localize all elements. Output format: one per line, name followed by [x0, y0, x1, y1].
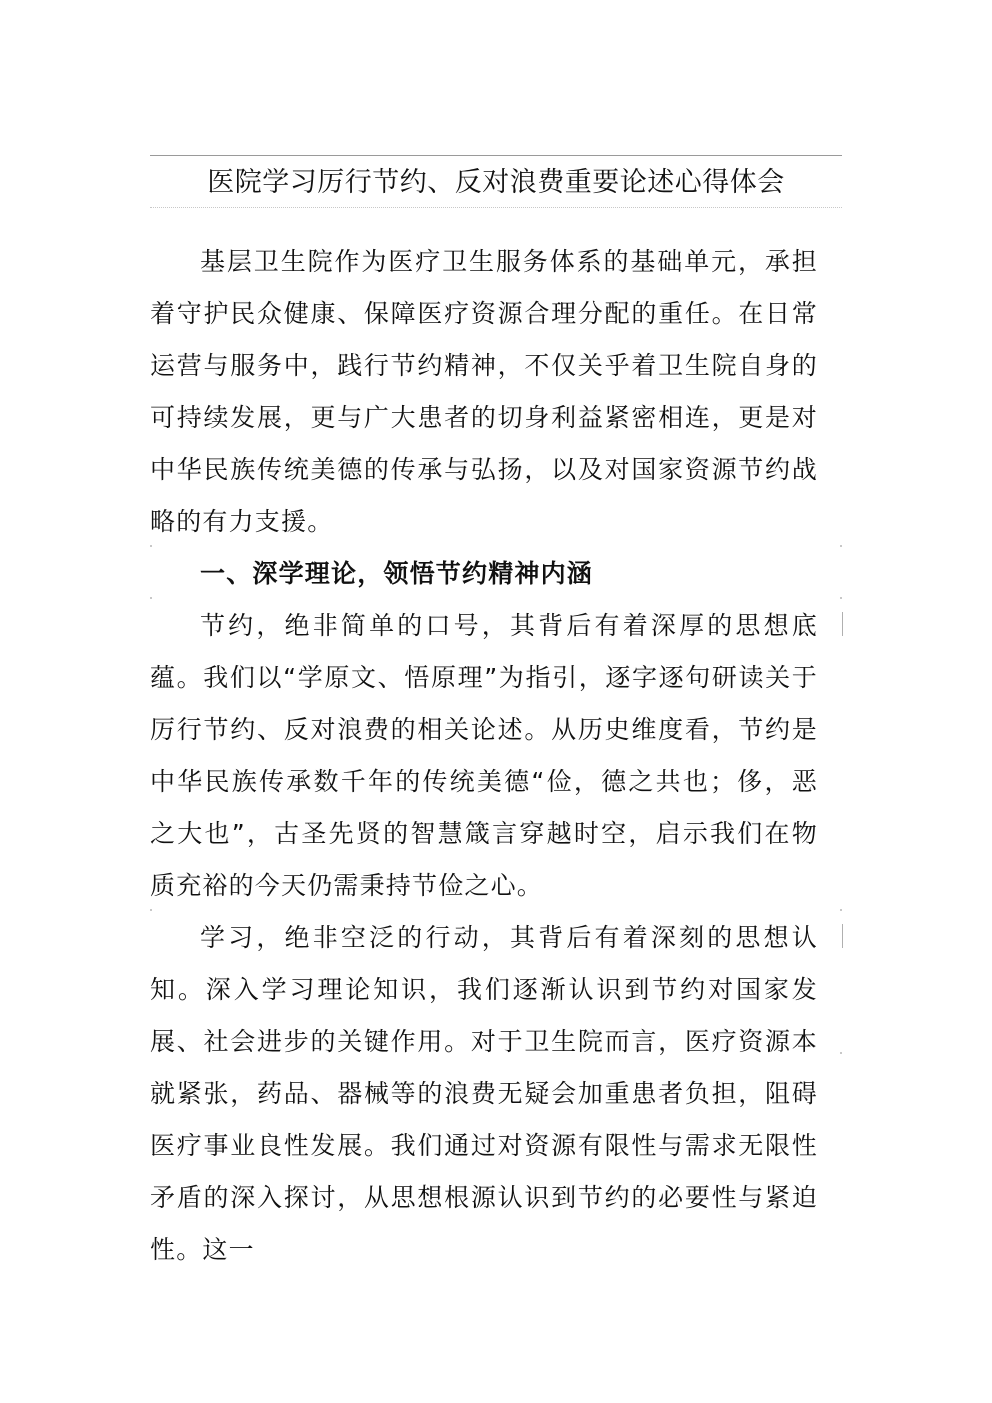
- margin-dot: [840, 597, 842, 599]
- margin-dot: [150, 909, 152, 911]
- margin-mark: [842, 612, 843, 636]
- margin-dot: [840, 1052, 842, 1054]
- margin-dot: [840, 545, 842, 547]
- section-heading-1: 一、深学理论，领悟节约精神内涵: [200, 559, 594, 588]
- margin-dot: [150, 597, 152, 599]
- paragraph-theory: 节约，绝非简单的口号，其背后有着深厚的思想底蕴。我们以“学原文、悟原理”为指引，逐字逐句研读关于厉行节约、反对浪费的相关论述。从历史维度看，节约是中华民族传承数千年的传统美德“俭，德之共也；侈，恶之大也”，古圣先贤的智慧箴言穿越时空，启示我们在物质充裕的今天仍需秉持节俭之心。: [150, 611, 818, 900]
- title-bottom-rule: [150, 207, 842, 208]
- margin-dot: [150, 545, 152, 547]
- document-title: 医院学习厉行节约、反对浪费重要论述心得体会: [207, 167, 785, 198]
- paragraph-intro: 基层卫生院作为医疗卫生服务体系的基础单元，承担着守护民众健康、保障医疗资源合理分配的重任。在日常运营与服务中，践行节约精神，不仅关乎着卫生院自身的可持续发展，更与广大患者的切身利益紧密相连，更是对中华民族传统美德的传承与弘扬，以及对国家资源节约战略的有力支援。: [150, 247, 818, 536]
- paragraph-learning: 学习，绝非空泛的行动，其背后有着深刻的思想认知。深入学习理论知识，我们逐渐认识到节约对国家发展、社会进步的关键作用。对于卫生院而言，医疗资源本就紧张，药品、器械等的浪费无疑会加重患者负担，阻碍医疗事业良性发展。我们通过对资源有限性与需求无限性矛盾的深入探讨，从思想根源认识到节约的必要性与紧迫性。这一: [150, 923, 818, 1264]
- margin-mark: [842, 924, 843, 948]
- title-top-rule: [150, 155, 842, 156]
- margin-dot: [840, 909, 842, 911]
